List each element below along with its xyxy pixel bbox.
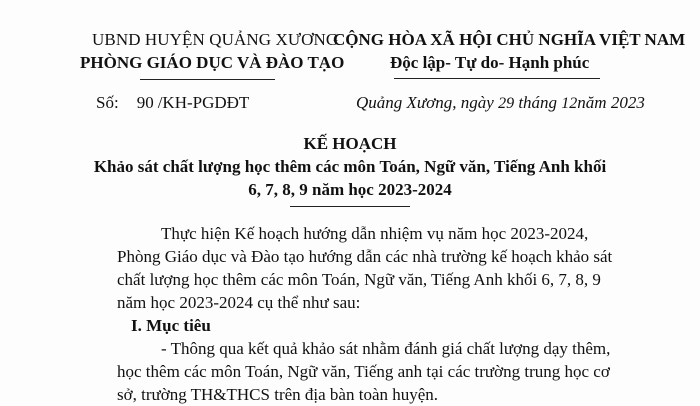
number-value: 90 bbox=[136, 93, 154, 112]
objective-line: sở, trường TH&THCS trên địa bàn toàn huyện. bbox=[117, 385, 439, 404]
issue-date bbox=[356, 93, 645, 113]
document-number bbox=[96, 93, 249, 113]
department-underline bbox=[140, 79, 275, 80]
objective-line: - Thông qua kết quả khảo sát nhằm đánh giá chất lượng dạy thêm, bbox=[161, 339, 611, 358]
intro-line: Phòng Giáo dục và Đào tạo hướng dẫn các nhà trường kế hoạch khảo sát bbox=[117, 247, 613, 266]
document-subtitle-line-2: 6, 7, 8, 9 năm học 2023-2024 bbox=[248, 180, 452, 199]
national-title: CỘNG HÒA XÃ HỘI CHỦ NGHĨA VIỆT NAM bbox=[333, 30, 686, 49]
section-heading: I. Mục tiêu bbox=[131, 316, 211, 335]
intro-line: năm học 2023-2024 cụ thể như sau: bbox=[117, 293, 361, 312]
intro-line: Thực hiện Kế hoạch hướng dẫn nhiệm vụ năm học 2023-2024, bbox=[161, 224, 589, 243]
title-underline bbox=[290, 206, 410, 207]
date-month-word: tháng bbox=[518, 93, 558, 112]
number-label: Số: bbox=[96, 93, 119, 112]
document-subtitle-line-1: Khảo sát chất lượng học thêm các môn Toán, Ngữ văn, Tiếng Anh khối bbox=[93, 157, 607, 176]
document-title: KẾ HOẠCH bbox=[303, 134, 397, 153]
issuing-department: PHÒNG GIÁO DỤC VÀ ĐÀO TẠO bbox=[80, 53, 345, 72]
date-month: 12 bbox=[561, 95, 578, 112]
national-motto: Độc lập- Tự do- Hạnh phúc bbox=[390, 53, 590, 72]
intro-line: chất lượng học thêm các môn Toán, Ngữ văn, Tiếng Anh khối 6, 7, 8, 9 bbox=[117, 270, 601, 289]
issuing-agency: UBND HUYỆN QUẢNG XƯƠNG bbox=[92, 30, 339, 49]
motto-underline bbox=[394, 78, 600, 79]
date-year: năm 2023 bbox=[577, 93, 645, 112]
date-place: Quảng Xương, ngày bbox=[356, 93, 494, 112]
objective-line: học thêm các môn Toán, Ngữ văn, Tiếng anh tại các trường trung học cơ bbox=[117, 362, 610, 381]
number-code: /KH-PGDĐT bbox=[157, 93, 250, 112]
date-day: 29 bbox=[498, 95, 515, 112]
